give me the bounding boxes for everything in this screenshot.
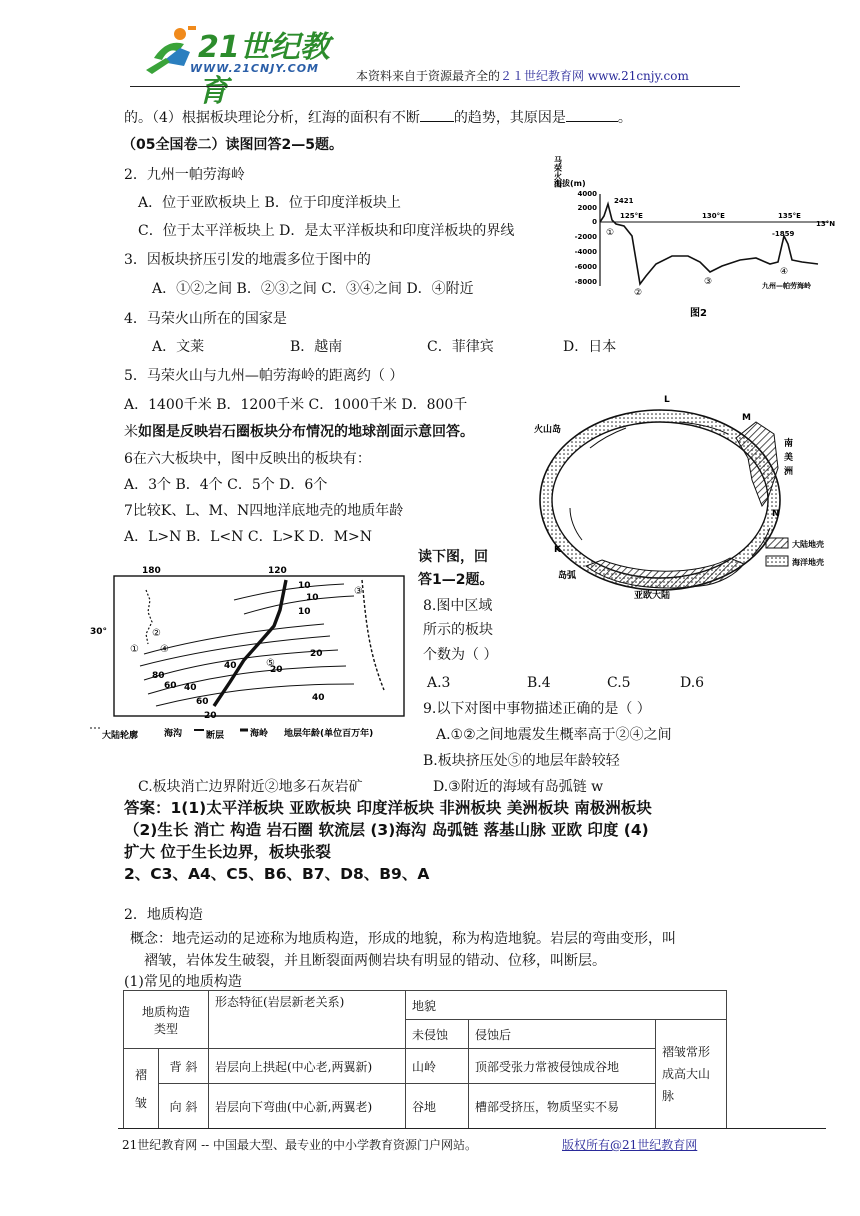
q5-stem: 5．马荣火山与九州—帕劳海岭的距离约（ ） <box>124 368 404 384</box>
answer-blank-2 <box>566 108 618 122</box>
q9-option-b: B.板块挤压处⑤的地层年龄较轻 <box>423 753 620 769</box>
fig2-lon-125: 125°E <box>620 212 643 220</box>
q1-text-c: 。 <box>617 110 632 126</box>
q7-options: A．L>N B．L<N C．L>K D．M>N <box>124 529 373 545</box>
fig2-tick-neg6000: -6000 <box>574 263 597 271</box>
map-legend-continent: 大陆轮廓 <box>102 731 139 741</box>
map-age-10c: 10 <box>298 607 311 617</box>
q5-continuation: 米 <box>124 424 138 440</box>
fig2-caption: 图2 <box>690 308 707 319</box>
earth-label-K: K <box>554 545 561 555</box>
map-legend-ridge: 海岭 <box>250 729 269 739</box>
figure-2-profile <box>552 144 836 326</box>
earth-label-america-2: 洲 <box>784 467 794 477</box>
q1-text-b: 的趋势，其原因是 <box>453 110 566 126</box>
map-age-10b: 10 <box>306 593 319 603</box>
fig2-peak-label: 2421 <box>614 197 634 205</box>
earth-label-L: L <box>664 395 670 405</box>
header-landform: 地貌 <box>406 991 727 1020</box>
map-age-40b: 40 <box>312 693 325 703</box>
q6-stem: 6在六大板块中，图中反映出的板块有： <box>124 451 371 467</box>
q2-options-cd: C．位于太平洋板块上 D．是太平洋板块和印度洋板块的界线 <box>138 223 515 239</box>
fig2-ridge-value: -1859 <box>772 230 795 238</box>
read-instruction-b: 答1—2题。 <box>418 572 494 588</box>
q1-text-a: 的。（4）根据板块理论分析，红海的面积有不断 <box>124 110 420 126</box>
figure-plate-map <box>84 560 414 760</box>
anticline-uneroded: 山岭 <box>406 1049 469 1084</box>
answer-blank-1 <box>420 108 454 122</box>
logo-url: WWW.21CNJY.COM <box>190 62 319 75</box>
q4-option-d: D．日本 <box>563 339 617 355</box>
fold-label-2: 皱 <box>134 1095 147 1110</box>
footer-copyright-link[interactable]: 版权所有@21世纪教育网 <box>562 1138 698 1152</box>
map-mark-2: ② <box>152 628 161 639</box>
legend-continental-label: 大陆地壳 <box>792 540 824 549</box>
q1-continuation <box>124 108 632 127</box>
earth-label-volcano: 火山岛 <box>534 425 562 435</box>
fig2-mark-4: ④ <box>780 267 789 277</box>
fig2-tick-0: 0 <box>592 218 597 226</box>
earth-inner-ring <box>552 422 768 578</box>
map-age-10a: 10 <box>298 581 311 591</box>
header-structure-type-2: 类型 <box>153 1021 178 1036</box>
fig2-title-top: 马荣火山 <box>553 156 563 188</box>
map-lon-120: 120 <box>268 566 287 576</box>
q9-option-a: A.①②之间地震发生概率高于②④之间 <box>436 727 672 743</box>
map-age-20c: 20 <box>204 711 217 721</box>
syncline-uneroded: 谷地 <box>406 1084 469 1129</box>
q4-option-a: A．文莱 <box>152 339 205 355</box>
fig2-mark-3: ③ <box>704 277 713 287</box>
header-source-site[interactable]: ２１世纪教育网 <box>500 69 585 83</box>
legend-continental-swatch <box>766 538 788 548</box>
earth-label-N: N <box>772 509 780 519</box>
earth-label-america-1: 美 <box>784 453 794 463</box>
q3-options: A．①②之间 B．②③之间 C．③④之间 D．④附近 <box>152 281 474 297</box>
fold-note: 褶皱常形成高大山脉 <box>656 1020 727 1129</box>
fig2-tick-2000: 2000 <box>577 204 597 212</box>
syncline-label: 向 斜 <box>159 1084 209 1129</box>
earth-label-M: M <box>742 413 751 423</box>
map-lon-180: 180 <box>142 566 161 576</box>
fig2-lat: 13°N <box>816 220 836 228</box>
fig2-tick-4000: 4000 <box>577 190 597 198</box>
header-source <box>356 67 689 84</box>
map-mark-3: ③ <box>354 586 363 597</box>
figure-intro <box>124 423 474 441</box>
q2-stem: 2．九州一帕劳海岭 <box>124 167 245 183</box>
anticline-feature: 岩层向上拱起(中心老,两翼新) <box>209 1049 406 1084</box>
fig2-tick-neg4000: -4000 <box>574 248 597 256</box>
syncline-feature: 岩层向下弯曲(中心新,两翼老) <box>209 1084 406 1129</box>
fig2-ridge-name: 九州—帕劳海岭 <box>762 282 811 290</box>
map-age-60b: 60 <box>196 697 209 707</box>
fig2-lon-135: 135°E <box>778 212 801 220</box>
header-feature: 形态特征(岩层新老关系) <box>209 991 406 1049</box>
concept-line-2: 褶皱，岩体发生破裂，并且断裂面两侧岩块有明显的错动、位移，叫断层。 <box>144 953 606 969</box>
q9-option-c: C.板块消亡边界附近②地多石灰岩矿 <box>138 779 363 795</box>
legend-oceanic-label: 海洋地壳 <box>792 558 824 567</box>
map-legend-fault: 断层 <box>206 731 225 741</box>
q9-stem: 9.以下对图中事物描述正确的是（ ） <box>423 701 651 717</box>
read-instruction-a: 读下图，回 <box>418 549 488 565</box>
map-mark-4: ④ <box>160 644 169 655</box>
fold-label-1: 褶 <box>134 1067 147 1082</box>
map-mark-5: ⑤ <box>266 658 275 669</box>
answer-line-3: 扩大 位于生长边界，板块张裂 <box>124 843 331 861</box>
fig2-mark-1: ① <box>606 228 615 238</box>
q8-stem-a: 8.图中区域 <box>423 598 493 614</box>
q8-option-a: A.3 <box>427 675 451 691</box>
q8-option-c: C.5 <box>607 675 631 691</box>
header-structure-type-1: 地质构造 <box>141 1004 190 1019</box>
q7-stem: 7比较K、L、M、N四地洋底地壳的地质年龄 <box>124 503 404 519</box>
header-source-prefix: 本资料来自于资源最齐全的 <box>356 69 501 83</box>
table-title: (1)常见的地质构造 <box>124 974 242 990</box>
header-eroded: 侵蚀后 <box>469 1020 656 1049</box>
fig2-ylabel: 海拔(m) <box>554 179 586 188</box>
fig2-mark-2: ② <box>634 288 643 298</box>
section-title: 2．地质构造 <box>124 907 203 923</box>
q4-option-b: B．越南 <box>290 339 343 355</box>
anticline-label: 背 斜 <box>159 1049 209 1084</box>
map-legend-trench: 海沟 <box>164 729 183 739</box>
map-frame <box>114 576 404 716</box>
anticline-eroded: 顶部受张力常被侵蚀成谷地 <box>469 1049 656 1084</box>
fig2-tick-neg2000: -2000 <box>574 233 597 241</box>
q3-stem: 3．因板块挤压引发的地震多位于图中的 <box>124 252 371 268</box>
q8-stem-b: 所示的板块 <box>423 622 493 638</box>
q2-options-ab: A．位于亚欧板块上 B．位于印度洋板块上 <box>138 195 401 211</box>
syncline-eroded: 槽部受挤压，物质坚实不易 <box>469 1084 656 1129</box>
figure-earth-section <box>530 388 850 604</box>
header-uneroded: 未侵蚀 <box>406 1020 469 1049</box>
map-lat-30: 30° <box>90 627 108 637</box>
header-rule <box>130 86 740 87</box>
fig2-lon-130: 130°E <box>702 212 725 220</box>
map-age-40c: 40 <box>184 683 197 693</box>
answer-line-4: 2、C3、A4、C5、B6、B7、D8、B9、A <box>124 865 430 883</box>
map-age-60a: 60 <box>164 681 177 691</box>
earth-label-south: 南 <box>784 439 794 449</box>
footer-rule <box>118 1128 826 1129</box>
fig2-tick-neg8000: -8000 <box>574 278 597 286</box>
q5-options: A．1400千米 B．1200千米 C．1000千米 D．800千 <box>124 397 468 413</box>
answer-line-2: （2)生长 消亡 构造 岩石圈 软流层 (3)海沟 岛弧链 落基山脉 亚欧 印度 (4) <box>124 821 649 839</box>
q8-option-b: B.4 <box>527 675 551 691</box>
map-age-80a: 80 <box>152 671 165 681</box>
map-age-40a: 40 <box>224 661 237 671</box>
earth-label-eurasia: 亚欧大陆 <box>634 591 671 601</box>
header-source-url[interactable]: www.21cnjy.com <box>587 69 689 83</box>
q8-option-d: D.6 <box>680 675 705 691</box>
fold-label <box>124 1049 159 1129</box>
q9-option-d: D.③附近的海域有岛弧链 w <box>433 779 604 795</box>
legend-oceanic-swatch <box>766 556 788 566</box>
logo-text: 21世纪教育 <box>198 30 330 109</box>
exam-heading: （05全国卷二）读图回答2—5题。 <box>122 137 343 153</box>
map-age-20b: 20 <box>270 665 283 675</box>
concept-line-1: 概念：地壳运动的足迹称为地质构造，形成的地貌，称为构造地貌。岩层的弯曲变形，叫 <box>130 931 676 947</box>
header-structure-type <box>124 991 209 1049</box>
footer-left: 21世纪教育网 -- 中国最大型、最专业的中小学教育资源门户网站。 <box>122 1138 478 1152</box>
figure-intro-text: 如图是反映岩石圈板块分布情况的地球剖面示意回答。 <box>138 424 474 440</box>
map-age-20a: 20 <box>310 649 323 659</box>
geology-table <box>123 990 727 1129</box>
answer-line-1: 答案：1(1)太平洋板块 亚欧板块 印度洋板块 非洲板块 美洲板块 南极洲板块 <box>124 799 652 817</box>
map-mark-1: ① <box>130 644 139 655</box>
map-legend-age: 地层年龄(单位百万年) <box>284 729 374 739</box>
earth-label-island-arc: 岛弧 <box>558 571 577 581</box>
q4-stem: 4．马荣火山所在的国家是 <box>124 311 287 327</box>
q8-stem-c: 个数为（ ） <box>423 647 498 663</box>
header-logo <box>132 18 332 109</box>
q4-option-c: C．菲律宾 <box>427 339 494 355</box>
q6-options: A．3个 B．4个 C．5个 D．6个 <box>124 477 328 493</box>
